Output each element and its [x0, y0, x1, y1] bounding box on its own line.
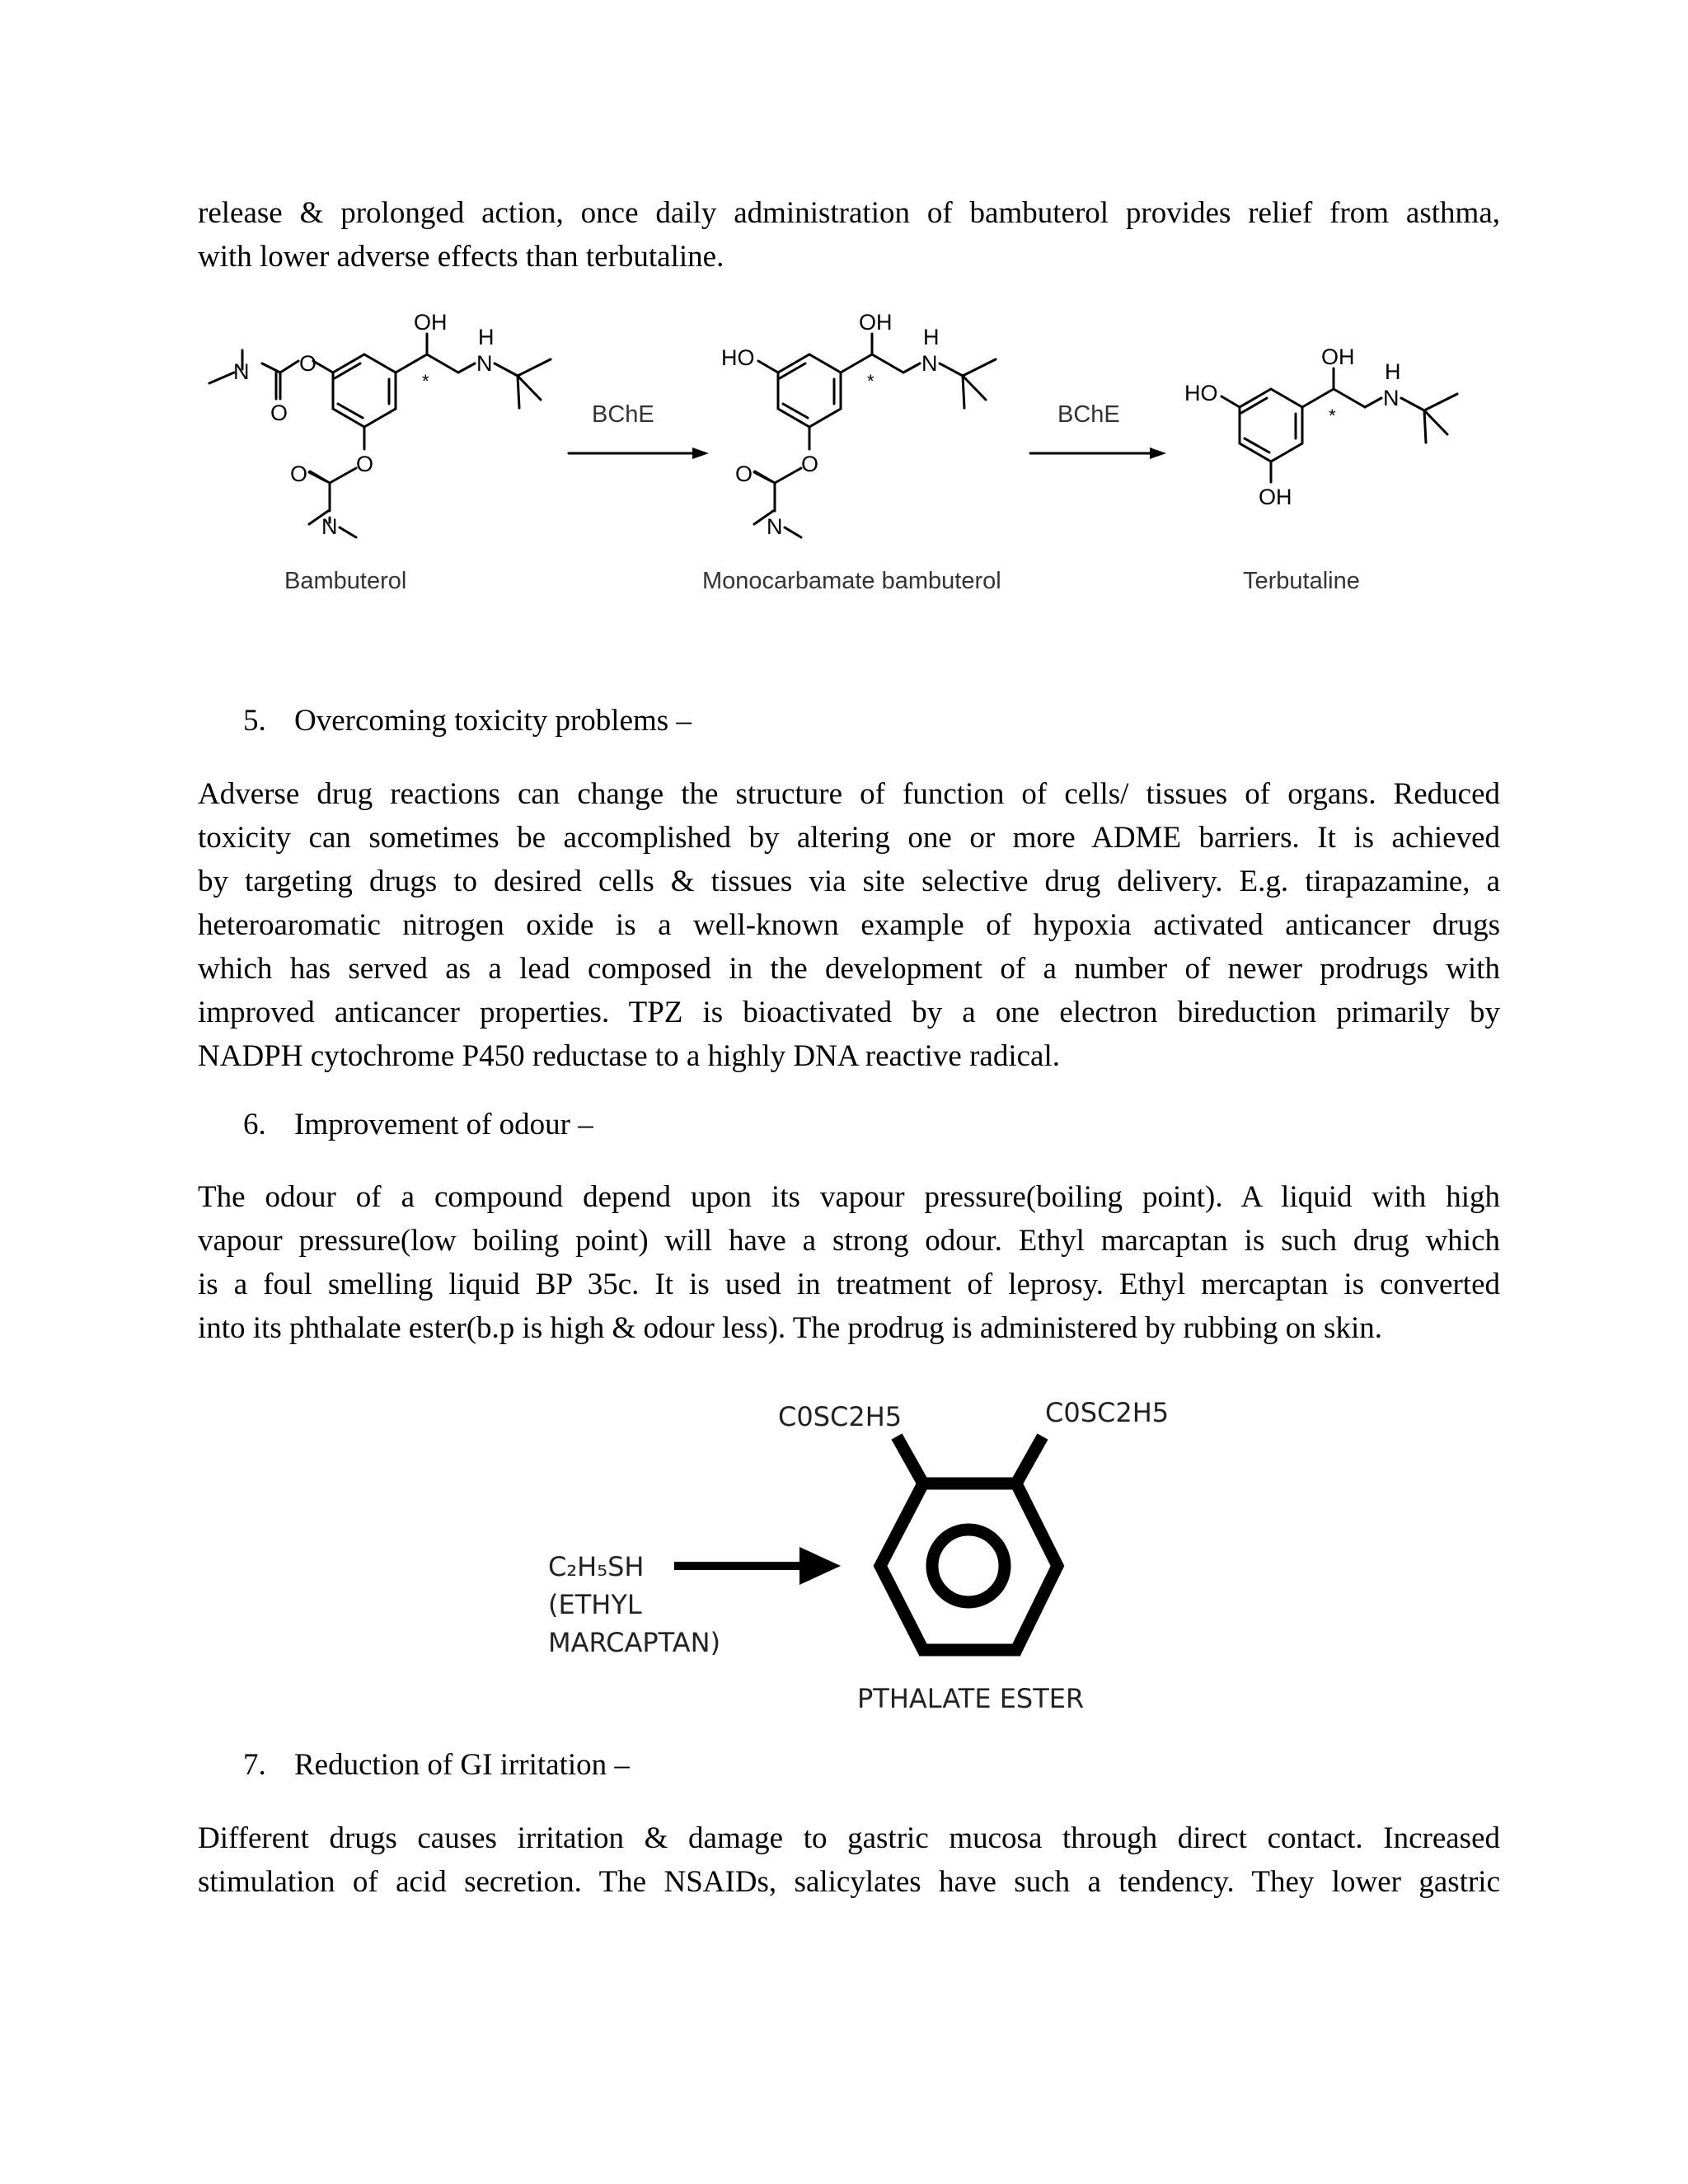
bambuterol-metabolism-scheme	[0, 297, 1688, 610]
benzene-ring-icon	[880, 1483, 1057, 1650]
atom-label: N	[921, 351, 938, 376]
compound-caption: Monocarbamate bambuterol	[702, 568, 1001, 594]
atom-label: O	[270, 401, 288, 425]
atom-label: HO	[721, 345, 755, 370]
atom-label: *	[422, 371, 429, 391]
atom-label: OH	[1321, 344, 1355, 369]
enzyme-label: BChE	[1057, 401, 1120, 428]
atom-label: N	[767, 514, 783, 539]
atom-label: HO	[1184, 381, 1218, 405]
atom-label: OH	[414, 310, 448, 335]
paragraph-line: stimulation of acid secretion. The NSAIDs, salicylates have such a tendency. They lower gastric	[198, 1865, 1500, 1899]
intro-line: release & prolonged action, once daily administration of bambuterol provides relief from asthma,	[198, 196, 1500, 230]
atom-label: OH	[859, 310, 893, 335]
section-5-paragraph	[198, 772, 1500, 1078]
reactant-name: MARCAPTAN)	[548, 1627, 721, 1658]
atom-label: N	[321, 514, 338, 539]
section-number: 6.	[243, 1108, 266, 1141]
atom-label: H	[1385, 359, 1401, 384]
paragraph-line: Adverse drug reactions can change the structure of function of cells/ tissues of organs. Reduced	[198, 777, 1500, 811]
atom-label: O	[299, 351, 317, 376]
intro-paragraph	[198, 191, 1500, 279]
section-7-heading	[243, 1743, 630, 1787]
paragraph-line: NADPH cytochrome P450 reductase to a highly DNA reactive radical.	[198, 1039, 1060, 1073]
paragraph-line: is a foul smelling liquid BP 35c. It is used in treatment of leprosy. Ethyl mercaptan is converted	[198, 1268, 1500, 1301]
atom-label: H	[923, 325, 940, 349]
reactant-formula: C₂H₅SH	[548, 1551, 645, 1582]
atom-label: O	[735, 462, 753, 486]
reaction-arrow-icon	[799, 1547, 841, 1585]
section-7-paragraph	[198, 1816, 1500, 1904]
reactant-name: (ETHYL	[548, 1589, 642, 1620]
atom-label: H	[478, 325, 495, 349]
paragraph-line: into its phthalate ester(b.p is high & odour less). The prodrug is administered by rubbing on skin.	[198, 1311, 1382, 1345]
paragraph-line: toxicity can sometimes be accomplished by altering one or more ADME barriers. It is achieved	[198, 821, 1500, 855]
section-6-heading	[243, 1103, 593, 1146]
intro-line: with lower adverse effects than terbutaline.	[198, 240, 724, 274]
atom-label: N	[233, 359, 250, 384]
paragraph-line: The odour of a compound depend upon its vapour pressure(boiling point). A liquid with high	[198, 1180, 1500, 1214]
phthalate-ester-scheme	[0, 1385, 1688, 1714]
compound-caption: Terbutaline	[1243, 568, 1360, 594]
section-number: 7.	[243, 1748, 266, 1782]
atom-label: O	[801, 452, 819, 476]
paragraph-line: by targeting drugs to desired cells & tissues via site selective drug delivery. E.g. tirapazamine, a	[198, 865, 1500, 898]
paragraph-line: vapour pressure(low boiling point) will have a strong odour. Ethyl marcaptan is such drug which	[198, 1224, 1500, 1258]
paragraph-line: improved anticancer properties. TPZ is bioactivated by a one electron bireduction primarily by	[198, 996, 1500, 1029]
atom-label: O	[356, 452, 374, 476]
section-5-heading	[243, 699, 692, 743]
substituent-label: C0SC2H5	[1045, 1397, 1170, 1428]
section-title: Overcoming toxicity problems –	[294, 704, 692, 738]
atom-label: OH	[1259, 485, 1292, 509]
atom-label: N	[476, 351, 493, 376]
compound-caption: Bambuterol	[284, 568, 407, 594]
paragraph-line: which has served as a lead composed in the development of a number of newer prodrugs with	[198, 952, 1500, 986]
substituent-label: C0SC2H5	[778, 1401, 903, 1432]
enzyme-label: BChE	[592, 401, 654, 428]
section-title: Improvement of odour –	[294, 1108, 593, 1141]
paragraph-line: heteroaromatic nitrogen oxide is a well-known example of hypoxia activated anticancer drugs	[198, 908, 1500, 942]
product-caption: PTHALATE ESTER	[857, 1683, 1085, 1714]
atom-label: *	[1329, 405, 1336, 426]
paragraph-line: Different drugs causes irritation & damage to gastric mucosa through direct contact. Increased	[198, 1821, 1500, 1855]
atom-label: *	[867, 371, 874, 391]
section-6-paragraph	[198, 1175, 1500, 1350]
section-title: Reduction of GI irritation –	[294, 1748, 630, 1782]
atom-label: O	[290, 462, 308, 486]
atom-label: N	[1383, 386, 1400, 410]
section-number: 5.	[243, 704, 266, 738]
